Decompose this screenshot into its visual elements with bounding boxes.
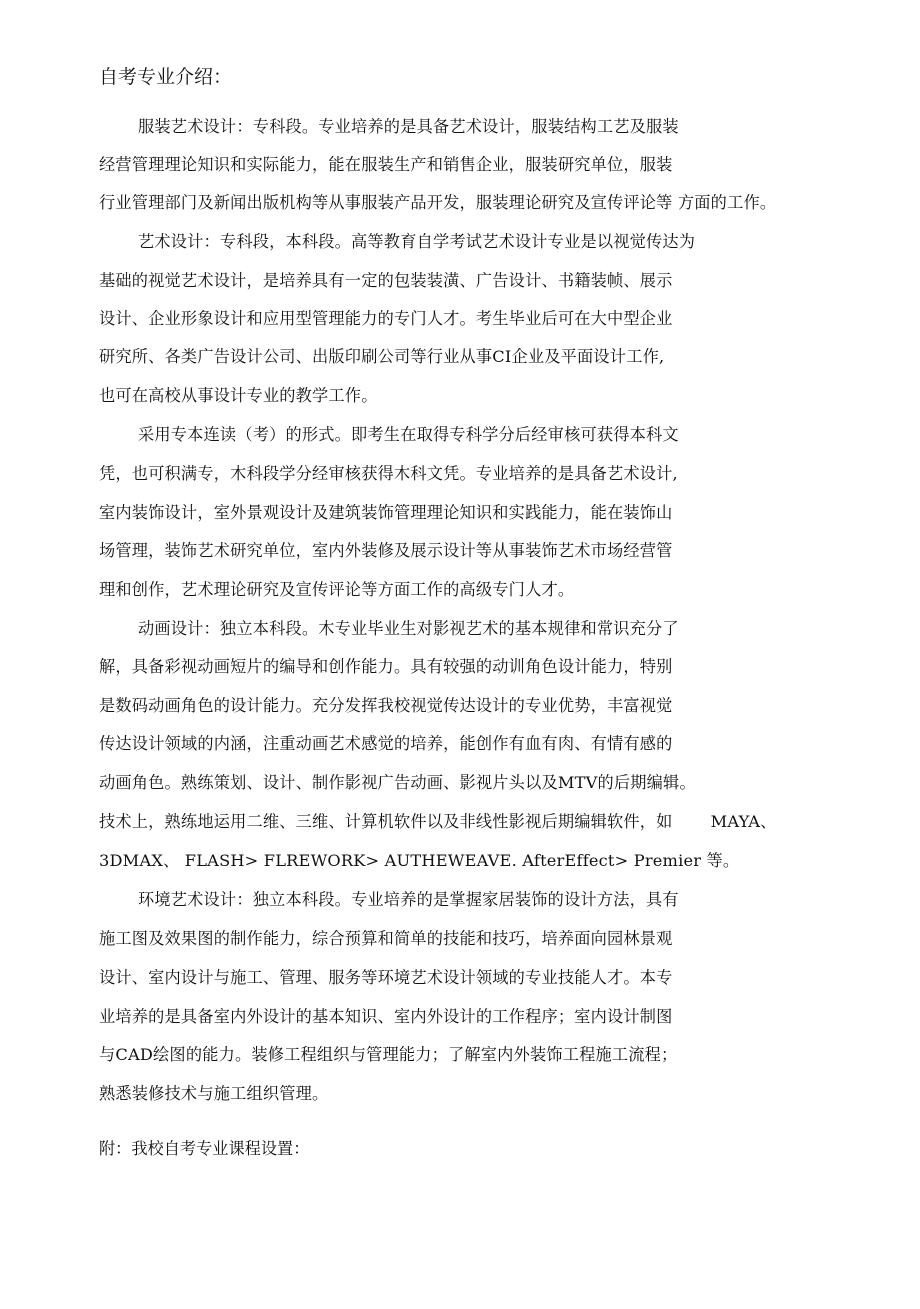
paragraph-line: 解，具备彩视动画短片的编导和创作能力。具有较强的动训角色设计能力，特别 (99, 657, 673, 676)
paragraph-line: 环境艺术设计：独立本科段。专业培养的是掌握家居装饰的设计方法，具有 (138, 890, 679, 909)
paragraph-line: 服装艺术设计：专科段。专业培养的是具备艺术设计，服装结构工艺及服装 (138, 117, 679, 136)
paragraph-line: 行业管理部门及新闻出版机构等从事服装产品开发，服装理论研究及宣传评论等 方面的工作。 (99, 193, 777, 212)
software-line-text: 技术上，熟练地运用二维、三维、计算机软件以及非线性影视后期编辑软件，如 (99, 812, 673, 831)
paragraph-line: 研究所、各类广告设计公司、出版印刷公司等行业从事CI企业及平面设计工作, (99, 347, 665, 366)
paragraph-line: 理和创作，艺术理论研究及宣传评论等方面工作的高级专门人才。 (99, 580, 575, 599)
paragraph-line: 采用专本连读（考）的形式。即考生在取得专科学分后经审核可获得本科文 (138, 425, 679, 444)
paragraph-line: 设计、室内设计与施工、管理、服务等环境艺术设计领域的专业技能人才。本专 (99, 968, 673, 987)
paragraph-line: 艺术设计：专科段，本科段。高等教育自学考试艺术设计专业是以视觉传达为 (138, 232, 696, 251)
document-heading: 自考专业介绍： (99, 66, 233, 88)
software-maya: MAYA、 (710, 812, 777, 831)
paragraph-line: 经营管理理论知识和实际能力，能在服装生产和销售企业，服装研究单位，服装 (99, 155, 673, 174)
paragraph-line: 业培养的是具备室内外设计的基本知识、室内外设计的工作程序；室内设计制图 (99, 1007, 673, 1026)
paragraph-line: 与CAD绘图的能力。装修工程组织与管理能力；了解室内外装饰工程施工流程； (99, 1045, 678, 1064)
paragraph-line: 设计、企业形象设计和应用型管理能力的专门人才。考生毕业后可在大中型企业 (99, 309, 673, 328)
paragraph-line: 凭，也可积满专，木科段学分经审核获得木科文凭。专业培养的是具备艺术设计, (99, 464, 678, 483)
paragraph-line-software (99, 810, 776, 834)
paragraph-line: 也可在高校从事设计专业的教学工作。 (99, 386, 378, 405)
paragraph-line: 是数码动画角色的设计能力。充分发挥我校视觉传达设计的专业优势，丰富视觉 (99, 696, 673, 715)
paragraph-line: 施工图及效果图的制作能力，综合预算和简单的技能和技巧，培养面向园林景观 (99, 929, 673, 948)
paragraph-line: 3DMAX、 FLASH> FLREWORK> AUTHEWEAVE. AfterEffect> Premier 等。 (99, 851, 740, 870)
appendix-line: 附：我校自考专业课程设置： (99, 1139, 310, 1158)
paragraph-line: 场管理，装饰艺术研究单位，室内外装修及展示设计等从事装饰艺术市场经营管 (99, 541, 673, 560)
paragraph-line: 基础的视觉艺术设计，是培养具有一定的包装装潢、广告设计、书籍装帧、展示 (99, 271, 673, 290)
paragraph-line: 熟悉装修技术与施工组织管理。 (99, 1084, 329, 1103)
paragraph-line: 动画角色。熟练策划、设计、制作影视广告动画、影视片头以及MTV的后期编辑。 (99, 773, 696, 792)
paragraph-line: 传达设计领域的内涵，注重动画艺术感觉的培养，能创作有血有肉、有情有感的 (99, 734, 673, 753)
paragraph-line: 室内装饰设计，室外景观设计及建筑装饰管理理论知识和实践能力，能在装饰山 (99, 503, 673, 522)
paragraph-line: 动画设计：独立本科段。木专业毕业生对影视艺术的基本规律和常识充分了 (138, 619, 679, 638)
